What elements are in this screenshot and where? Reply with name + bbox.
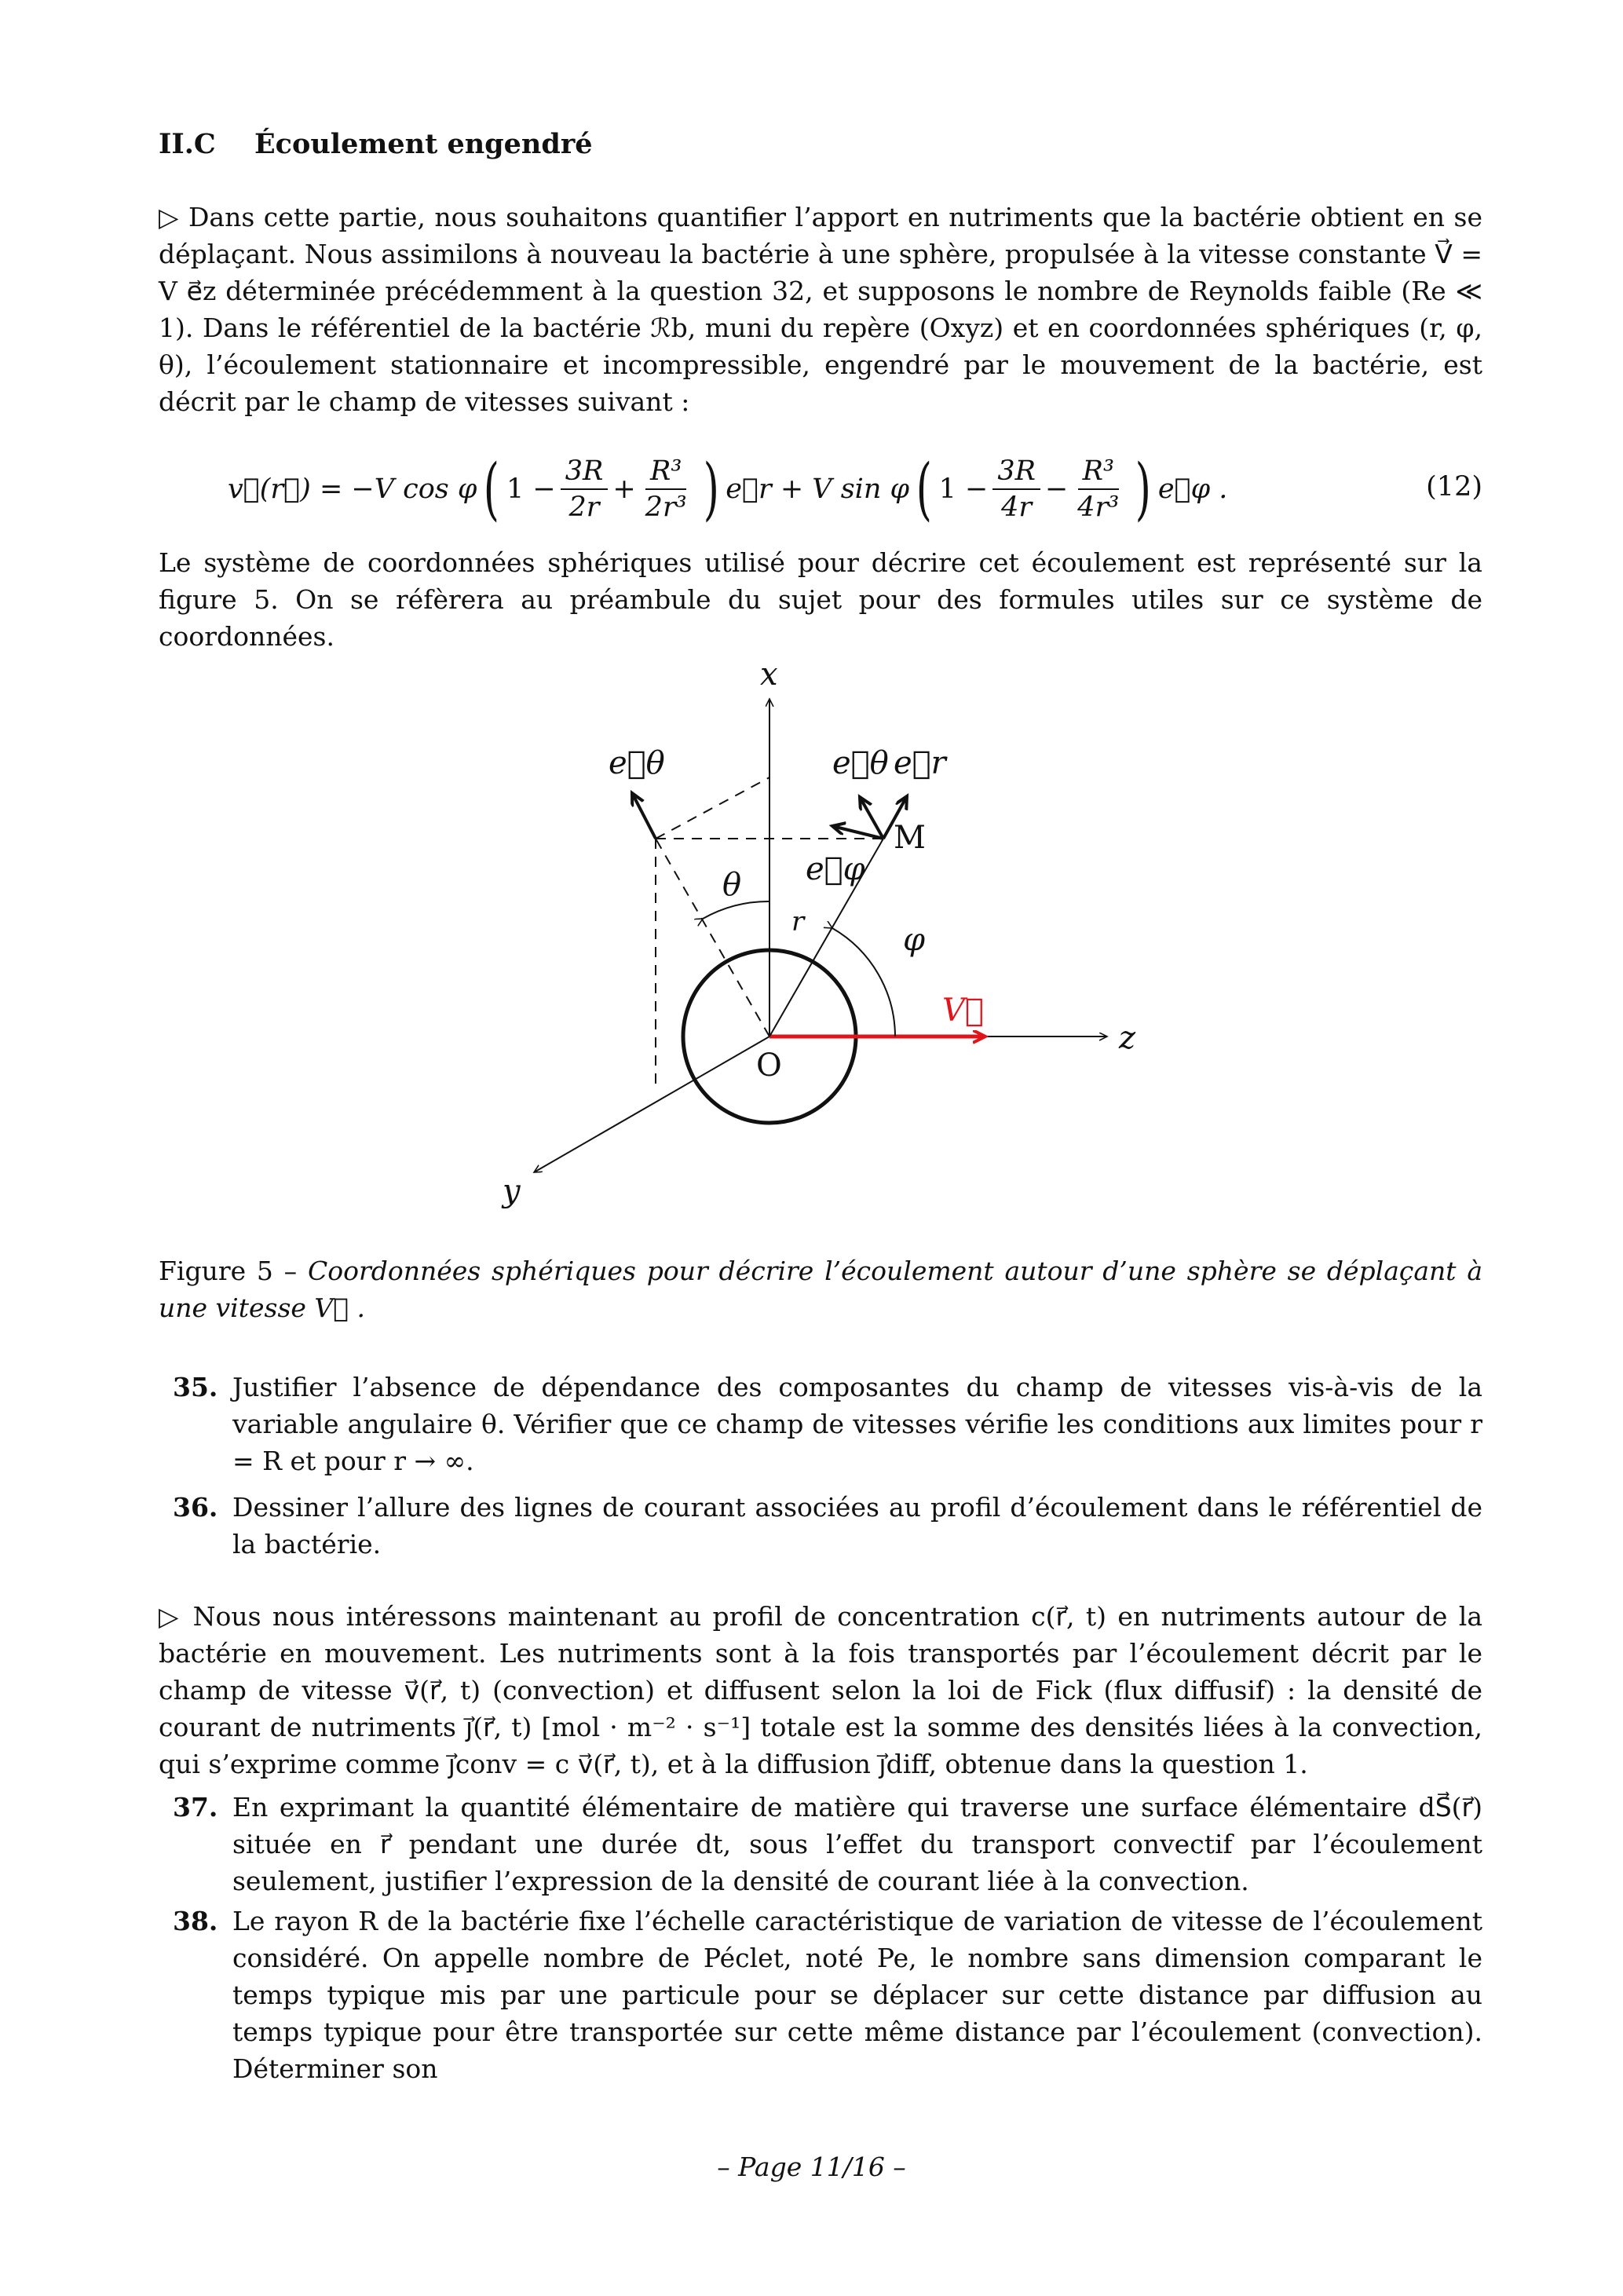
question-37 — [159, 1789, 1482, 1899]
label-V: V⃗ — [942, 993, 984, 1029]
question-text: Dessiner l’allure des lignes de courant associées au profil d’écoulement dans le référentiel de la bactérie. — [232, 1492, 1482, 1559]
question-number: 37. — [173, 1792, 218, 1823]
figure-5-diagram — [440, 652, 1193, 1233]
eq-one-2: 1 — [938, 473, 956, 505]
label-phi: φ — [903, 922, 926, 958]
label-r: r — [791, 906, 805, 938]
section-number: II.C — [159, 128, 216, 160]
question-text: Le rayon R de la bactérie fixe l’échelle caractéristique de variation de vitesse de l’écoulement considéré. On appelle nombre de Péclet, noté Pe, le nombre sans dimension comparant le temps typique mis par une particule pour se déplacer sur cette distance par diffusion au temps typique pour être transportée sur cette même distance par l’écoulement (convection). Déterminer son — [232, 1906, 1482, 2084]
equation-12: v⃗(r⃗) = −V cos φ ( 1 − $\frac{3R}{2r}$ + $\frac{\text{R³}}{\text{2r³}}$ ) e⃗r + V sin φ ( 1 − $\frac{3R}{4r}$ − $\frac{\text{R³}}{\text{4r³}}$ ) e⃗φ . (12) — [228, 450, 1482, 528]
concentration-paragraph: ▷ Nous nous intéressons maintenant au profil de concentration c(r⃗, t) en nutriments autour de la bactérie en mouvement. Les nutriments sont à la fois transportés par l’écoulement décrit par le champ de vitesse v⃗(r⃗, t) (convection) et diffusent selon la loi de Fick (flux diffusif) : la densité de courant de nutriments j⃗(r⃗, t) [mol · m⁻² · s⁻¹] totale est la somme des densités liées à la convection, qui s’exprime comme j⃗conv = c v⃗(r⃗, t), et à la diffusion j⃗diff, obtenue dans la question 1. — [159, 1601, 1482, 1779]
label-x: x — [760, 656, 778, 693]
equation-number: (12) — [1426, 471, 1482, 503]
question-36 — [159, 1489, 1482, 1563]
caption-prefix: Figure 5 – — [159, 1256, 308, 1286]
question-38 — [159, 1903, 1482, 2087]
label-y: y — [503, 1173, 521, 1209]
question-text: En exprimant la quantité élémentaire de matière qui traverse une surface élémentaire dS⃗(r⃗) située en r⃗ pendant une durée dt, sous l’effet du transport convectif par l’écoulement seulement, justifier l’expression de la densité de courant liée à la convection. — [232, 1792, 1482, 1896]
caption-text: Coordonnées sphériques pour décrire l’écoulement autour d’une sphère se déplaçant à une vitesse V⃗ . — [159, 1256, 1483, 1323]
question-number: 38. — [173, 1906, 218, 1936]
after-equation-paragraph: Le système de coordonnées sphériques utilisé pour décrire cet écoulement est représenté sur la figure 5. On se réfèrera au préambule du sujet pour des formules utiles sur ce système de coordonnées. — [159, 547, 1482, 652]
phi-arc — [832, 928, 895, 1036]
dashed-diagonal — [656, 839, 769, 1036]
y-axis — [534, 1036, 769, 1172]
eq-frac1: $\frac{3R}{2r}$ — [561, 454, 609, 525]
label-e-phi: e⃗φ — [806, 851, 865, 887]
eq-frac3: $\frac{3R}{4r}$ — [992, 454, 1040, 525]
eq-end: e⃗φ . — [1157, 473, 1228, 505]
dashed-upper — [656, 777, 769, 839]
eq-mid: e⃗r + V sin φ — [726, 473, 910, 505]
eq-frac4: $\frac{\text{R³}}{\text{4r³}}$ — [1077, 455, 1120, 523]
label-z: z — [1119, 1020, 1136, 1056]
intro-paragraph: ▷ Dans cette partie, nous souhaitons quantifier l’apport en nutriments que la bactérie obtient en se déplaçant. Nous assimilons à nouveau la bactérie à une sphère, propulsée à la vitesse constante V⃗ = V e⃗z déterminée précédemment à la question 32, et supposons le nombre de Reynolds faible (Re ≪ 1). Dans le référentiel de la bactérie ℛb, muni du repère (Oxyz) et en coordonnées sphériques (r, φ, θ), l’écoulement stationnaire et incompressible, engendré par le mouvement de la bactérie, est décrit par le champ de vitesses suivant : — [159, 202, 1482, 417]
label-e-r: e⃗r — [894, 745, 946, 781]
eq-frac2: $\frac{\text{R³}}{\text{2r³}}$ — [645, 455, 687, 523]
figure-caption — [159, 1252, 1482, 1326]
e-theta-left-vector — [632, 793, 656, 839]
label-e-theta-left: e⃗θ — [609, 745, 665, 781]
question-text: Justifier l’absence de dépendance des composantes du champ de vitesses vis-à-vis de la variable angulaire θ. Vérifier que ce champ de vitesses vérifie les conditions aux limites pour r = R et pour r → ∞. — [232, 1372, 1482, 1476]
question-number: 35. — [173, 1372, 218, 1402]
eq-one: 1 — [506, 473, 525, 505]
eq-lhs: v⃗(r⃗) = −V cos φ — [228, 473, 477, 505]
label-M: M — [894, 820, 926, 856]
label-theta: θ — [722, 867, 742, 903]
page-footer: – Page 11/16 – — [717, 2152, 906, 2182]
section-title: Écoulement engendré — [254, 128, 593, 160]
theta-arc — [703, 901, 769, 919]
label-O: O — [756, 1047, 782, 1084]
label-e-theta: e⃗θ — [832, 745, 889, 781]
section-heading — [159, 126, 1482, 163]
question-35 — [159, 1369, 1482, 1479]
question-number: 36. — [173, 1492, 218, 1523]
